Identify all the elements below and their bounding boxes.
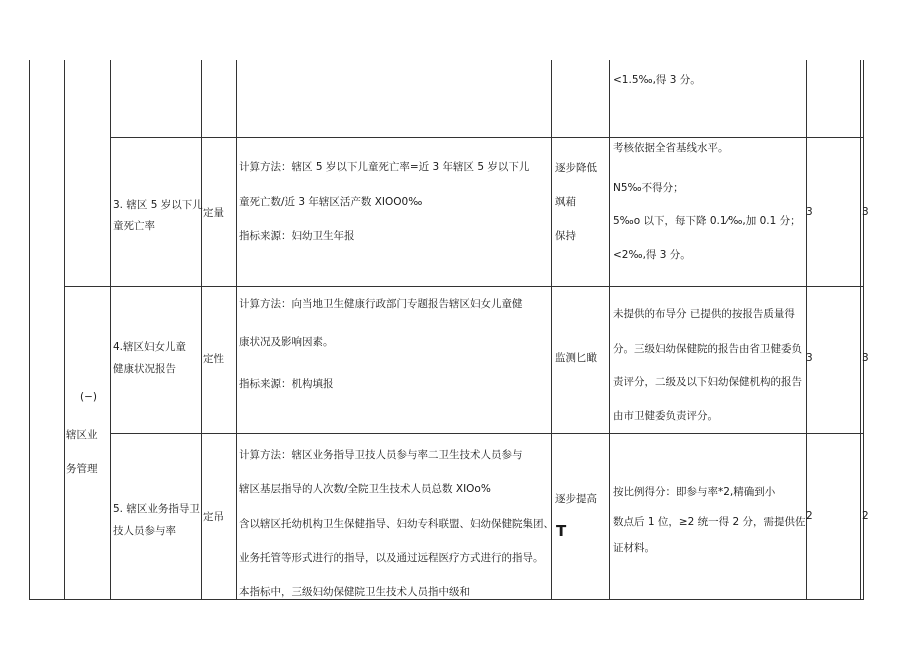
standard-text: N5‰不得分； [613, 182, 684, 194]
direction-text: 飒葙 [555, 196, 576, 208]
indicator-name: 童死亡率 [113, 220, 155, 232]
standard-text: 按比例得分：即参与率*2,精确到小 [613, 486, 776, 498]
indicator-name: 技人员参与率 [113, 525, 176, 537]
method-text: 计算方法：向当地卫生健康行政部门专题报告辖区妇女儿童健 [239, 298, 523, 310]
category-label: 务管理 [66, 463, 98, 475]
score-value: 2 [806, 510, 813, 522]
method-text: 本指标中，三级妇幼保健院卫生技术人员指中级和 [239, 586, 470, 598]
method-text: 计算方法：辖区 5 岁以下儿童死亡率=近 3 年辖区 5 岁以下儿 [239, 161, 530, 173]
direction-text: 逐步提高 [555, 493, 597, 505]
direction-text: 监测匕瞰 [555, 352, 597, 364]
col-divider [110, 60, 111, 600]
indicator-name: 4.辖区妇女儿童 [113, 341, 187, 353]
method-text: 辖区基层指导的人次数/全院卫生技术人员总数 XIOo% [239, 483, 491, 495]
col-divider [201, 60, 202, 600]
row-divider [110, 137, 864, 138]
col-divider [236, 60, 237, 600]
indicator-type: 定量 [203, 207, 224, 219]
score-value: 3 [806, 206, 813, 218]
standard-text: <2‰,得 3 分。 [613, 249, 691, 261]
standard-text: 由市卫健委负责评分。 [613, 410, 718, 422]
indicator-name: 3. 辖区 5 岁以下儿 [113, 199, 203, 211]
standard-text: 数点后 1 位，≥2 统一得 2 分，需提供佐 [613, 516, 806, 528]
indicator-type: 定性 [203, 353, 224, 365]
row-divider [110, 433, 864, 434]
score-value: 3 [862, 206, 869, 218]
standard-text: 未提供的布导分 已提供的按报告质量得 [613, 308, 795, 320]
method-text: 康状况及影响因素。 [239, 336, 334, 348]
score-value: 2 [862, 510, 869, 522]
row-divider [64, 286, 864, 287]
col-divider [609, 60, 610, 600]
direction-mark: T [556, 522, 567, 540]
method-text: 含以辖区托幼机构卫生保健指导、妇幼专科联盟、妇幼保健院集团、 [239, 518, 554, 530]
standard-text: 5‰o 以下，每下降 0.1⁄‰,加 0.1 分； [613, 215, 801, 227]
standard-text: 考核依据全省基线水平。 [613, 142, 729, 154]
indicator-name: 5. 辖区业务指导卫 [113, 503, 200, 515]
method-text: 童死亡数/近 3 年辖区活产数 XIOO0‰ [239, 196, 423, 208]
standard-text: 责评分，二级及以下妇幼保健机构的报告 [613, 376, 802, 388]
table-bottom [29, 599, 864, 600]
method-text: 计算方法：辖区业务指导卫技人员参与率二卫生技术人员参与 [239, 449, 523, 461]
score-value: 3 [862, 352, 869, 364]
direction-text: 逐步降低 [555, 162, 597, 174]
category-label: (−) [80, 391, 97, 403]
method-text: 指标来源：机构填报 [239, 378, 334, 390]
method-text: 指标来源：妇幼卫生年报 [239, 230, 355, 242]
indicator-name: 健康状况报告 [113, 363, 176, 375]
direction-text: 保持 [555, 230, 576, 242]
score-value: 3 [806, 352, 813, 364]
col-divider [29, 60, 30, 600]
method-text: 业务托管等形式进行的指导，以及通过远程医疗方式进行的指导。 [239, 552, 544, 564]
indicator-type: 定吊 [203, 511, 224, 523]
standard-text: 分。三级妇幼保健院的报告由省卫健委负 [613, 343, 802, 355]
col-divider [860, 60, 861, 600]
standard-text: <1.5‰,得 3 分。 [613, 74, 701, 86]
standard-text: 证材料。 [613, 542, 655, 554]
col-divider [64, 60, 65, 600]
category-label: 辖区业 [66, 429, 98, 441]
